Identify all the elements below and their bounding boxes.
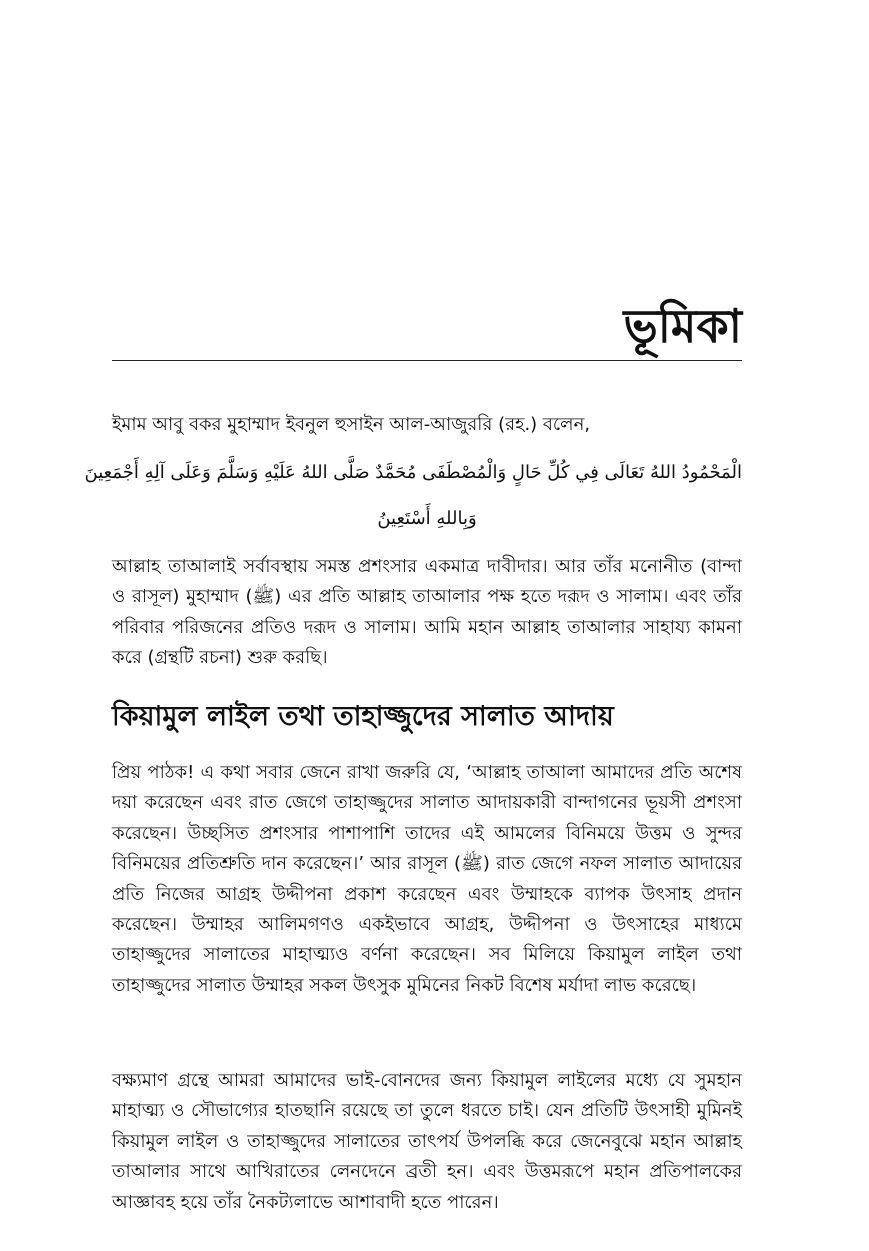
- chapter-title: ভূমিকা: [623, 299, 742, 353]
- book-page: [84, 0, 742, 1251]
- section-heading: কিয়ামুল লাইল তথা তাহাজ্জুদের সালাত আদায়: [112, 701, 614, 732]
- title-divider: [112, 360, 742, 361]
- intro-line: ইমাম আবু বকর মুহাম্মাদ ইবনুল হুসাইন আল-আজুররি (রহ.) বলেন,: [112, 414, 591, 435]
- paragraph-translation: আল্লাহ তাআলাই সর্বাবস্থায় সমস্ত প্রশংসার একমাত্র দাবীদার। আর তাঁর মনোনীত (বান্দা ও রাসূল) মুহাম্মাদ (ﷺ) এর প্রতি আল্লাহ তাআলার পক্ষ হতে দরূদ ও সালাম। এবং তাঁর পরিবার পরিজনের প্রতিও দরূদ ও সালাম। আমি মহান আল্লাহ তাআলার সাহায্য কামনা করে (গ্রন্থটি রচনা) শুরু করছি।: [112, 556, 742, 669]
- arabic-invocation: الْمَحْمُودُ اللهُ تَعَالَى فِي كُلِّ حَالٍ وَالْمُصْطَفَى مُحَمَّدٌ صَلَّى اللهُ عَلَيْهِ وَسَلَّمَ وَعَلَى آلِهِ أَجْمَعِينَ: [84, 462, 742, 483]
- arabic-invocation-closing: وَبِاللهِ أَسْتَعِينُ: [377, 508, 477, 529]
- paragraph-book-purpose: বক্ষ্যমাণ গ্রন্থে আমরা আমাদের ভাই-বোনদের জন্য কিয়ামুল লাইলের মধ্যে যে সুমহান মাহাত্ম্য ও সৌভাগ্যের হাতছানি রয়েছে তা তুলে ধরতে চাই। যেন প্রতিটি উৎসাহী মুমিনই কিয়ামুল লাইল ও তাহাজ্জুদের সালাতের তাৎপর্য উপলব্ধি করে জেনেবুঝে মহান আল্লাহ তাআলার সাথে আখিরাতের লেনদেনে ব্রতী হন। এবং উত্তমরূপে মহান প্রতিপালকের আজ্ঞাবহ হয়ে তাঁর নৈকট্যলাভে আশাবাদী হতে পারেন।: [112, 1070, 742, 1213]
- paragraph-qiyam-virtue: প্রিয় পাঠক! এ কথা সবার জেনে রাখা জরুরি যে, ‘আল্লাহ তাআলা আমাদের প্রতি অশেষ দয়া করেছেন এবং রাত জেগে তাহাজ্জুদের সালাত আদায়কারী বান্দাগনের ভূয়সী প্রশংসা করেছেন। উচ্ছসিত প্রশংসার পাশাপাশি তাদের এই আমলের বিনিময়ে উত্তম ও সুন্দর বিনিময়ের প্রতিশ্রুতি দান করেছেন।’ আর রাসূল (ﷺ) রাত জেগে নফল সালাত আদায়ের প্রতি নিজের আগ্রহ উদ্দীপনা প্রকাশ করেছেন এবং উম্মাহকে ব্যাপক উৎসাহ প্রদান করেছেন। উম্মাহর আলিমগণও একইভাবে আগ্রহ, উদ্দীপনা ও উৎসাহের মাধ্যমে তাহাজ্জুদের সালাতের মাহাত্ম্যও বর্ণনা করেছেন। সব মিলিয়ে কিয়ামুল লাইল তথা তাহাজ্জুদের সালাত উম্মাহর সকল উৎসুক মুমিনের নিকট বিশেষ মর্যাদা লাভ করেছে।: [112, 762, 742, 996]
